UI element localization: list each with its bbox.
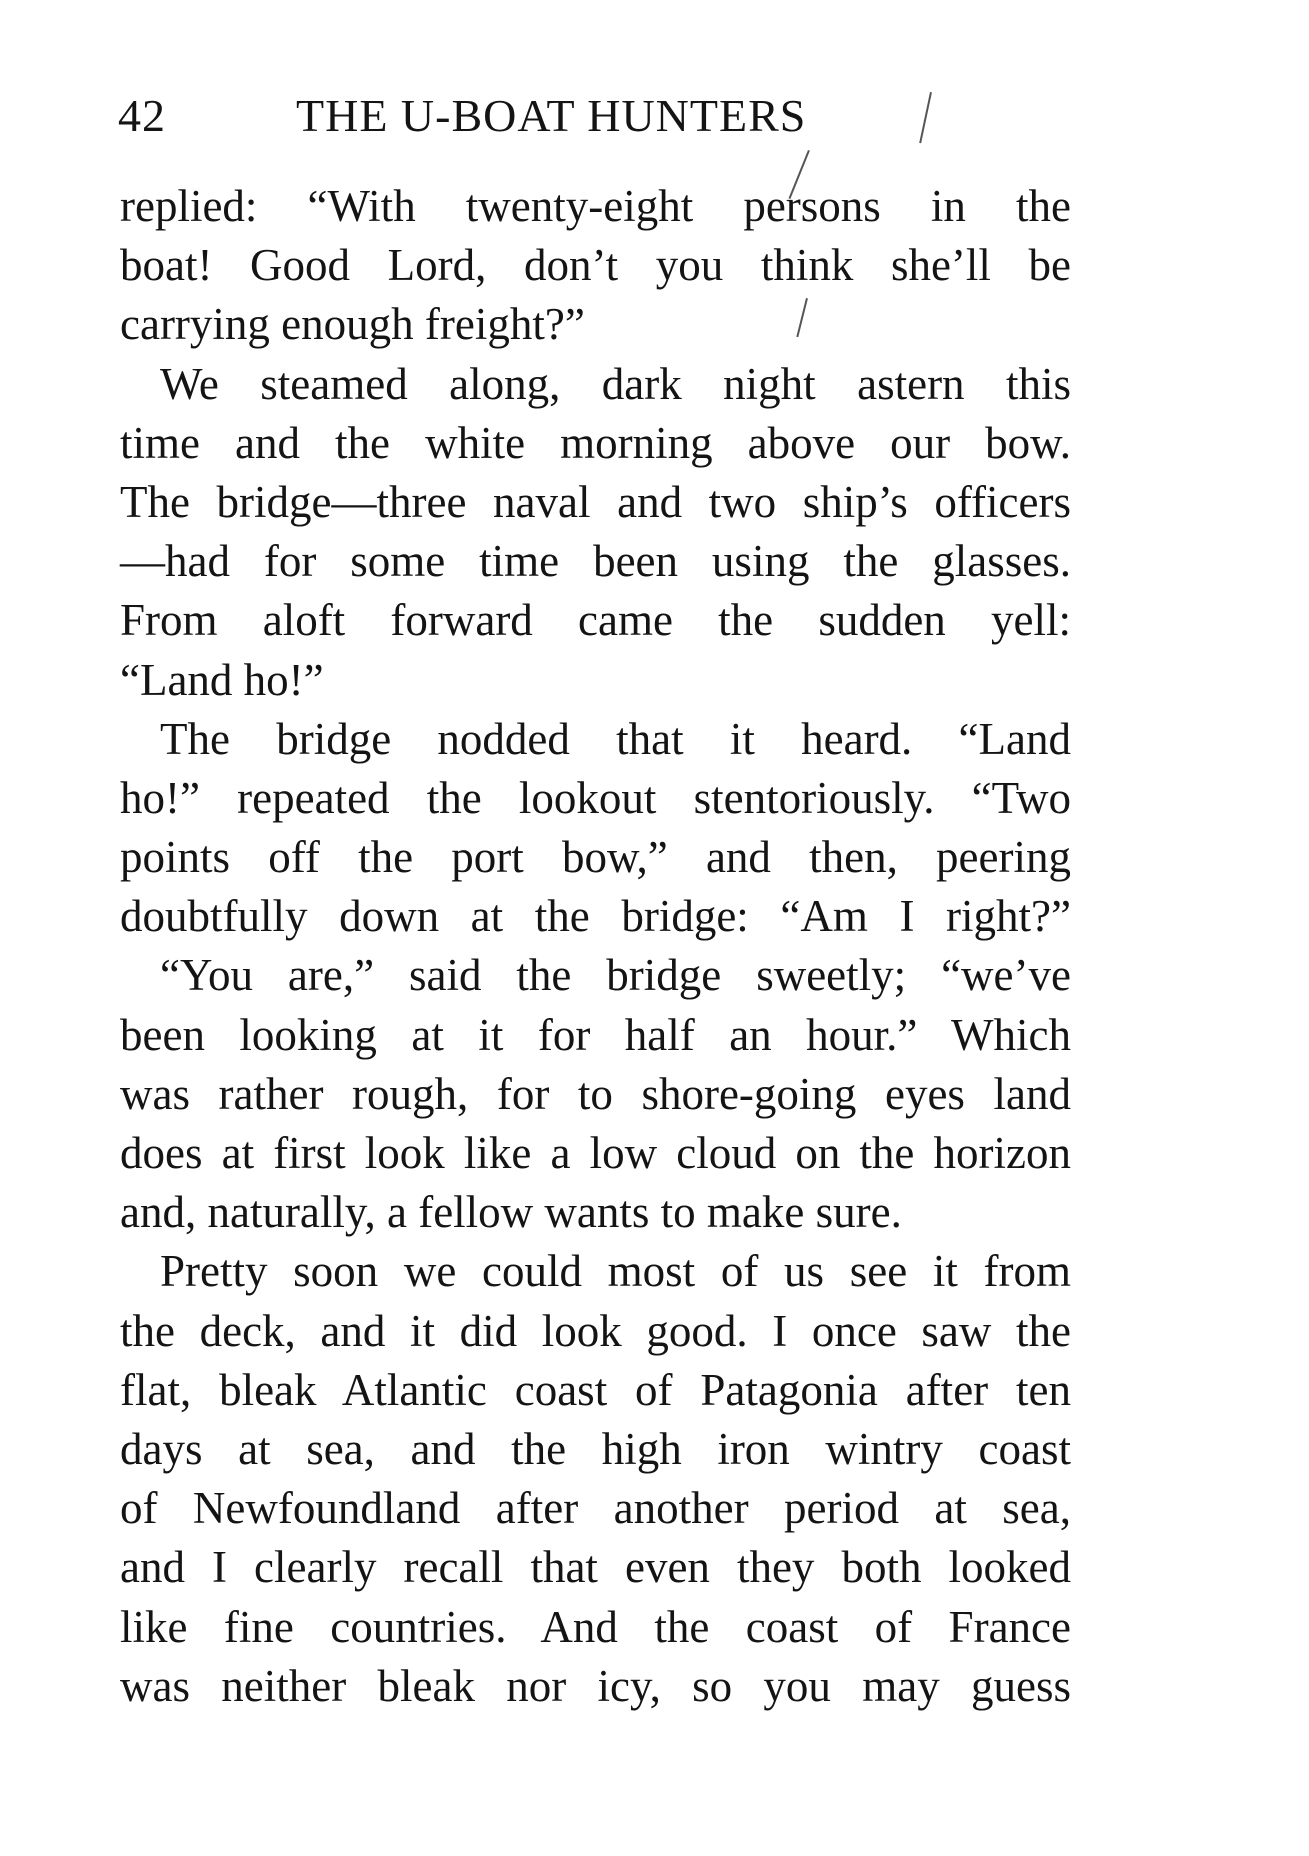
running-head: THE U-BOAT HUNTERS bbox=[296, 90, 807, 141]
text-line: doubtfully down at the bridge: “Am I right?” bbox=[120, 891, 1071, 942]
text-line: of Newfoundland after another period at sea, bbox=[120, 1483, 1071, 1534]
text-line: like fine countries. And the coast of France bbox=[120, 1601, 1071, 1652]
text-line: was rather rough, for to shore-going eyes land bbox=[120, 1068, 1071, 1119]
text-line: “Land ho!” bbox=[120, 654, 324, 705]
text-line: We steamed along, dark night astern this bbox=[160, 358, 1071, 409]
text-line: the deck, and it did look good. I once saw the bbox=[120, 1305, 1071, 1356]
text-line: was neither bleak nor icy, so you may guess bbox=[120, 1660, 1071, 1711]
text-line: and, naturally, a fellow wants to make sure. bbox=[120, 1187, 902, 1238]
text-line: The bridge—three naval and two ship’s officers bbox=[120, 476, 1071, 527]
text-line: The bridge nodded that it heard. “Land bbox=[160, 713, 1071, 764]
text-line: and I clearly recall that even they both looked bbox=[120, 1542, 1071, 1593]
text-line: time and the white morning above our bow. bbox=[120, 417, 1071, 468]
text-line: From aloft forward came the sudden yell: bbox=[120, 595, 1071, 646]
text-line: —had for some time been using the glasses. bbox=[120, 536, 1071, 587]
text-line: does at first look like a low cloud on the horizon bbox=[120, 1128, 1071, 1178]
pencil-mark bbox=[919, 92, 931, 143]
text-line: been looking at it for half an hour.” Which bbox=[120, 1009, 1071, 1060]
text-line: carrying enough freight?” bbox=[120, 299, 585, 350]
text-line: ho!” repeated the lookout stentoriously. “Two bbox=[120, 772, 1071, 823]
text-line: Pretty soon we could most of us see it from bbox=[160, 1246, 1071, 1297]
text-line: days at sea, and the high iron wintry coast bbox=[120, 1423, 1071, 1474]
text-line: “You are,” said the bridge sweetly; “we’ve bbox=[160, 950, 1071, 1001]
text-line: boat! Good Lord, don’t you think she’ll be bbox=[120, 240, 1071, 291]
page-number: 42 bbox=[118, 90, 166, 141]
text-line: points off the port bow,” and then, peering bbox=[120, 832, 1071, 883]
text-line: replied: “With twenty-eight persons in the bbox=[120, 181, 1071, 231]
body-text bbox=[120, 177, 1071, 1716]
text-line: flat, bleak Atlantic coast of Patagonia after ten bbox=[120, 1364, 1071, 1415]
